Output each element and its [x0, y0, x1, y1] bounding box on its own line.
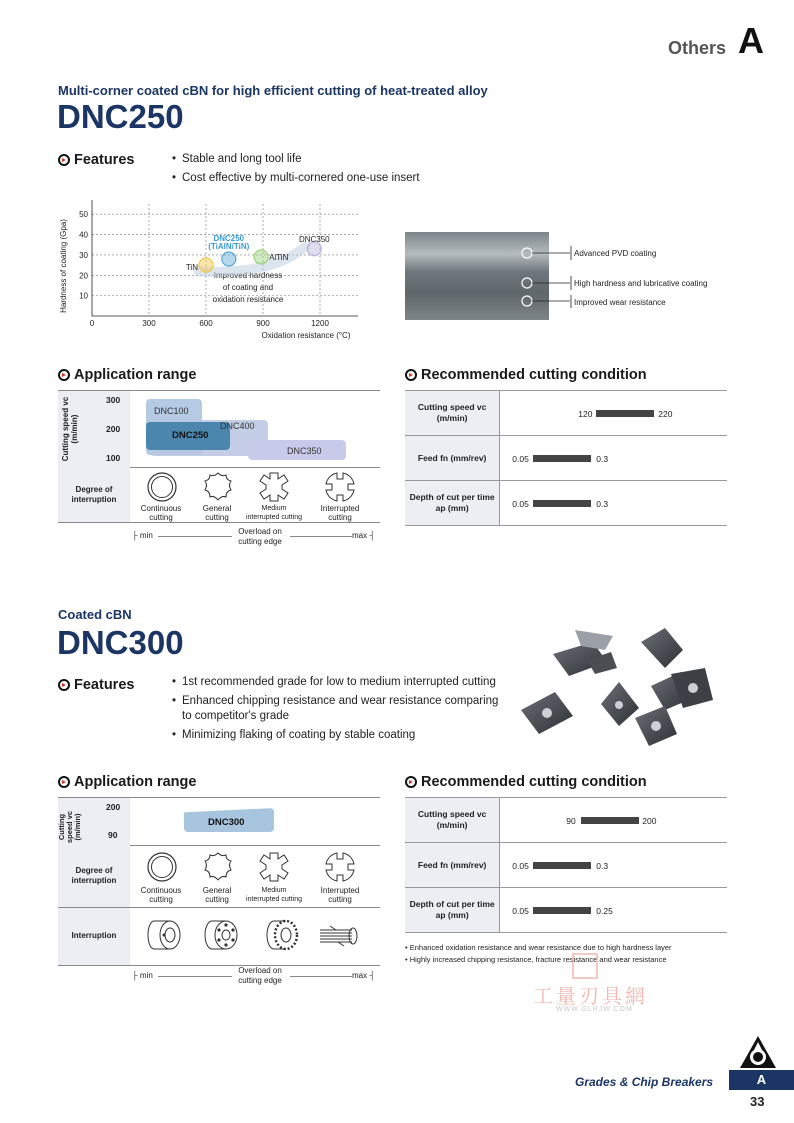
- point-label: DNC250: [213, 233, 245, 243]
- condition-value-feed: [500, 843, 727, 888]
- continuous-cutting-icon: [146, 471, 178, 503]
- feature-item: • Minimizing flaking of coating by stable coating: [172, 728, 508, 743]
- interruption-label: Degree of interruption: [71, 866, 117, 885]
- type-label-continuous: Continuous cutting: [140, 504, 182, 522]
- overload-line-right: [290, 536, 352, 537]
- interruption-row-label: Interruption: [71, 931, 117, 940]
- overload-min-label: min: [139, 971, 153, 980]
- workpiece-continuous-icon: [144, 918, 184, 952]
- speed-tick-300: 300: [106, 395, 121, 405]
- page-number: 33: [750, 1094, 765, 1109]
- dnc300-application-heading: [58, 774, 196, 790]
- condition-value-speed: [500, 391, 727, 436]
- feed-max: 0.3: [596, 861, 609, 871]
- circle-arrow-icon: [58, 776, 70, 788]
- feed-bar: [533, 862, 591, 869]
- type-label-interrupted: Interrupted cutting: [320, 886, 360, 904]
- condition-row-feed: [405, 843, 727, 888]
- feature-item: • 1st recommended grade for low to medium interrupted cutting: [172, 675, 508, 690]
- circle-arrow-icon: [405, 776, 417, 788]
- condition-label-speed: Cutting speed vc (m/min): [405, 798, 500, 843]
- condition-label-depth: Depth of cut per time ap (mm): [405, 888, 500, 933]
- condition-row-speed: [405, 798, 727, 843]
- speed-max: 220: [658, 409, 673, 419]
- grade-label-dnc250: DNC250: [172, 430, 209, 441]
- brand-triangle-logo: [738, 1034, 778, 1070]
- x-tick-label: 900: [256, 319, 270, 328]
- data-point: [199, 258, 213, 272]
- point-label: TiN: [185, 263, 198, 273]
- point-label: (TiAlN/TiN): [208, 241, 250, 251]
- point-label: DNC350: [298, 234, 330, 244]
- overload-line-left: [158, 976, 232, 977]
- application-label: Application range: [74, 774, 197, 790]
- condition-value-speed: [500, 798, 727, 843]
- features-label: Features: [74, 152, 135, 168]
- note-text: Highly increased chipping resistance, fracture resistance and wear resistance: [409, 955, 667, 964]
- watermark-url: WWW.GLRJW.COM: [556, 1006, 633, 1013]
- general-cutting-icon: [202, 851, 234, 883]
- condition-label-depth: Depth of cut per time ap (mm): [405, 481, 500, 526]
- overload-min: ├ min: [132, 531, 153, 540]
- condition-row-speed: [405, 391, 727, 436]
- overload-min-label: min: [139, 531, 153, 540]
- dnc300-subtitle: Coated cBN: [58, 607, 132, 622]
- condition-value-depth: [500, 481, 727, 526]
- x-tick-label: 300: [142, 319, 156, 328]
- speed-max: 200: [642, 816, 657, 826]
- feed-max: 0.3: [596, 454, 609, 464]
- depth-max: 0.3: [596, 499, 609, 509]
- insert-products-image: [515, 622, 723, 750]
- condition-label-speed: Cutting speed vc (m/min): [405, 391, 500, 436]
- medium-interrupted-icon: [258, 851, 290, 883]
- point-label: AlTiN: [269, 252, 289, 262]
- feature-item: • Stable and long tool life: [172, 152, 502, 167]
- note-item: • Enhanced oxidation resistance and wear resistance due to high hardness layer: [405, 943, 672, 952]
- depth-bar: [533, 500, 591, 507]
- circle-arrow-icon: [58, 369, 70, 381]
- grade-label-dnc350: DNC350: [287, 446, 322, 456]
- data-point: [222, 252, 236, 266]
- footer-tab: A: [729, 1070, 794, 1090]
- dnc250-application-heading: [58, 367, 196, 383]
- chart-annotation-2: of coating and: [222, 283, 274, 292]
- watermark-logo: [572, 953, 598, 979]
- grade-label-dnc300: DNC300: [208, 817, 245, 828]
- continuous-cutting-icon: [146, 851, 178, 883]
- condition-row-depth: [405, 888, 727, 933]
- speed-tick-100: 100: [106, 453, 121, 463]
- type-label-medium: Medium interrupted cutting: [245, 505, 303, 521]
- speed-bar: [581, 817, 639, 824]
- coating-scatter-chart: [56, 198, 366, 346]
- note-text: Enhanced oxidation resistance and wear resistance due to high hardness layer: [409, 943, 672, 952]
- circle-arrow-icon: [405, 369, 417, 381]
- speed-min: 120: [578, 409, 593, 419]
- condition-label-feed: Feed fn (mm/rev): [405, 436, 500, 481]
- interrupted-cutting-icon: [324, 471, 356, 503]
- chart-annotation-3: oxidation resistance: [212, 295, 284, 304]
- circle-arrow-icon: [58, 679, 70, 691]
- x-tick-label: 1200: [311, 319, 329, 328]
- dnc300-features-heading: [58, 677, 134, 693]
- circle-arrow-icon: [58, 154, 70, 166]
- dnc250-features-heading: [58, 152, 134, 168]
- note-item: • Highly increased chipping resistance, fracture resistance and wear resistance: [405, 955, 667, 964]
- chart-annotation-1: Improved hardness: [213, 271, 283, 280]
- speed-label: Cutting speed vc (m/min): [61, 396, 79, 462]
- photo-label-wear: Improved wear resistance: [574, 298, 666, 307]
- photo-callouts: [515, 240, 575, 310]
- speed-min: 90: [566, 816, 576, 826]
- dnc250-features-list: [172, 152, 502, 190]
- condition-label: Recommended cutting condition: [421, 774, 647, 790]
- overload-max: max ┤: [352, 971, 376, 980]
- feed-bar: [533, 455, 591, 462]
- grade-label-dnc400: DNC400: [220, 421, 255, 431]
- feed-min: 0.05: [512, 861, 529, 871]
- depth-bar: [533, 907, 591, 914]
- workpiece-gear-icon: [262, 918, 302, 952]
- workpiece-shaft-icon: [318, 922, 362, 950]
- type-label-general: General cutting: [202, 886, 232, 904]
- speed-bar: [596, 410, 654, 417]
- overload-min: ├ min: [132, 971, 153, 980]
- depth-min: 0.05: [512, 906, 529, 916]
- dnc300-condition-heading: [405, 774, 647, 790]
- application-label: Application range: [74, 367, 197, 383]
- general-cutting-icon: [202, 471, 234, 503]
- y-tick-label: 10: [79, 291, 88, 301]
- header-section: Others: [668, 38, 727, 58]
- y-tick-label: 20: [79, 271, 88, 281]
- header-letter: A: [738, 20, 764, 61]
- dnc300-title: DNC300: [57, 624, 184, 661]
- features-label: Features: [74, 677, 135, 693]
- x-tick-label: 600: [199, 319, 213, 328]
- overload-label: Overload on cutting edge: [238, 966, 282, 985]
- speed-tick-200: 200: [106, 802, 121, 812]
- chart-xlabel: Oxidation resistance (°C): [261, 331, 351, 340]
- overload-max-label: max: [352, 531, 368, 540]
- overload-max-label: max: [352, 971, 368, 980]
- grade-label-dnc100: DNC100: [154, 406, 189, 416]
- interruption-label: Degree of interruption: [71, 485, 117, 504]
- condition-value-feed: [500, 436, 727, 481]
- watermark-cn: 工量刃具網: [533, 986, 648, 1008]
- type-label-general: General cutting: [202, 504, 232, 522]
- speed-tick-200: 200: [106, 424, 121, 434]
- dnc250-condition-table: [405, 390, 727, 526]
- speed-tick-90: 90: [108, 830, 118, 840]
- condition-notes: [405, 942, 735, 966]
- condition-row-depth: [405, 481, 727, 526]
- feed-min: 0.05: [512, 454, 529, 464]
- depth-min: 0.05: [512, 499, 529, 509]
- y-tick-label: 50: [79, 210, 88, 220]
- photo-label-hardness: High hardness and lubricative coating: [574, 279, 708, 288]
- data-point: [307, 242, 321, 256]
- dnc250-subtitle: Multi-corner coated cBN for high efficient cutting of heat-treated alloy: [58, 83, 488, 98]
- medium-interrupted-icon: [258, 471, 290, 503]
- footer-caption: Grades & Chip Breakers: [575, 1075, 714, 1089]
- dnc300-condition-table: [405, 797, 727, 933]
- workpiece-holes-icon: [202, 918, 242, 952]
- depth-max: 0.25: [596, 906, 613, 916]
- interrupted-cutting-icon: [324, 851, 356, 883]
- data-point: [254, 250, 268, 264]
- type-label-medium: Medium interrupted cutting: [245, 887, 303, 903]
- feature-item: • Cost effective by multi-cornered one-use insert: [172, 171, 502, 186]
- dnc300-features-list: [172, 675, 508, 747]
- photo-label-pvd: Advanced PVD coating: [574, 249, 657, 258]
- y-tick-label: 30: [79, 250, 88, 260]
- condition-label: Recommended cutting condition: [421, 367, 647, 383]
- overload-line-right: [290, 976, 352, 977]
- dnc250-condition-heading: [405, 367, 647, 383]
- condition-label-feed: Feed fn (mm/rev): [405, 843, 500, 888]
- condition-value-depth: [500, 888, 727, 933]
- x-tick-label: 0: [89, 319, 95, 328]
- dnc250-title: DNC250: [57, 98, 184, 135]
- speed-label: Cutting speed vc (m/min): [57, 810, 82, 844]
- condition-row-feed: [405, 436, 727, 481]
- overload-max: max ┤: [352, 531, 376, 540]
- chart-ylabel: Hardness of coating (Gpa): [59, 219, 68, 313]
- type-label-continuous: Continuous cutting: [140, 886, 182, 904]
- overload-line-left: [158, 536, 232, 537]
- y-tick-label: 40: [79, 230, 88, 240]
- overload-label: Overload on cutting edge: [238, 527, 282, 546]
- type-label-interrupted: Interrupted cutting: [320, 504, 360, 522]
- feature-item: • Enhanced chipping resistance and wear resistance comparing to competitor's grade: [172, 694, 508, 724]
